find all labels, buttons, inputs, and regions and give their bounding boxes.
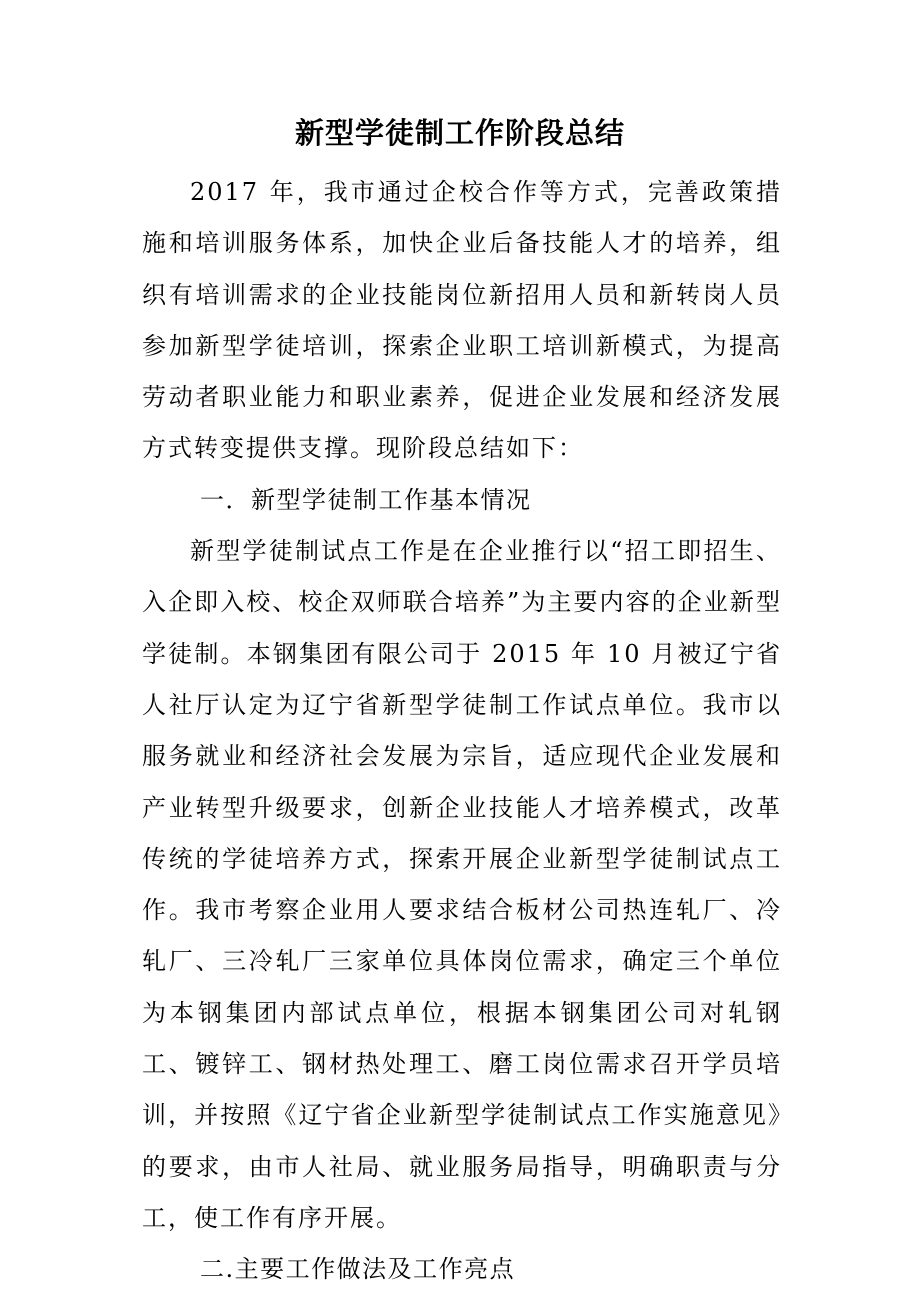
section-heading-1: 一．新型学徒制工作基本情况: [200, 485, 532, 514]
section-1-paragraph: 新型学徒制试点工作是在企业推行以“招工即招生、入企即入校、校企双师联合培养”为主要内容的企业新型学徒制。本钢集团有限公司于 2015 年 10 月被辽宁省人社厅认定为辽宁省新型学徒制工作试点单位。我市以服务就业和经济社会发展为宗旨，适应现代企业发展和产业转型升级要求，创新企业技能人才培养模式，改革传统的学徒培养方式，探索开展企业新型学徒制试点工作。我市考察企业用人要求结合板材公司热连轧厂、冷轧厂、三冷轧厂三家单位具体岗位需求，确定三个单位为本钢集团内部试点单位，根据本钢集团公司对轧钢工、镀锌工、钢材热处理工、磨工岗位需求召开学员培训，并按照《辽宁省企业新型学徒制试点工作实施意见》的要求，由市人社局、就业服务局指导，明确职责与分工，使工作有序开展。: [142, 537, 782, 1232]
section-heading-2: 二.主要工作做法及工作亮点: [200, 1255, 516, 1284]
intro-paragraph: 2017 年，我市通过企校合作等方式，完善政策措施和培训服务体系，加快企业后备技能人才的培养，组织有培训需求的企业技能岗位新招用人员和新转岗人员参加新型学徒培训，探索企业职工培训新模式，为提高劳动者职业能力和职业素养，促进企业发展和经济发展方式转变提供支撑。现阶段总结如下：: [142, 178, 782, 463]
document-title: 新型学徒制工作阶段总结: [294, 116, 625, 150]
document-body: [142, 167, 782, 1296]
